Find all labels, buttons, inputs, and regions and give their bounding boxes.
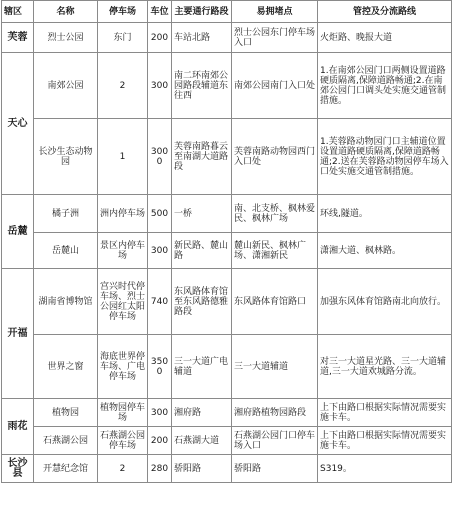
name-cell: 石燕湖公园: [34, 427, 98, 455]
road-cell: 南二环南郊公园路段辅道东往西: [172, 53, 232, 119]
parking-cell: 海底世界停车场、广电停车场: [98, 335, 148, 399]
route-cell: S319。: [318, 455, 452, 483]
table-row: [2, 195, 452, 233]
parking-cell: 石燕湖公园停车场: [98, 427, 148, 455]
congestion-cell: 芙蓉南路动物园西门入口处: [232, 119, 318, 195]
road-cell: 东风路体育馆至东风路德雅路段: [172, 269, 232, 335]
parking-cell: 2: [98, 455, 148, 483]
route-cell: 1.芙蓉路动物园门口主辅道位置设置道路硬质隔离,保障道路畅通;2.送在芙蓉路动物园停车场入口处实施交通管制措施。: [318, 119, 452, 195]
route-cell: 对三一大道星光路、三一大道辅道,三一大道欢城路分流。: [318, 335, 452, 399]
header-row: [2, 1, 452, 23]
name-cell: 植物园: [34, 399, 98, 427]
table-row: [2, 23, 452, 53]
road-cell: 骄阳路: [172, 455, 232, 483]
district-cell: 雨花: [2, 399, 34, 455]
spaces-cell: 200: [148, 23, 172, 53]
congestion-cell: 骄阳路: [232, 455, 318, 483]
route-cell: 环线,隧道。: [318, 195, 452, 233]
table-row: [2, 335, 452, 399]
parking-cell: 植物园停车场: [98, 399, 148, 427]
district-cell: 开福: [2, 269, 34, 399]
header-parking: 停车场: [98, 1, 148, 23]
name-cell: 南郊公园: [34, 53, 98, 119]
route-cell: 上下由路口根据实际情况需要实施卡车。: [318, 427, 452, 455]
header-route: 管控及分流路线: [318, 1, 452, 23]
parking-cell: 2: [98, 53, 148, 119]
district-cell: 岳麓: [2, 195, 34, 269]
road-cell: 一桥: [172, 195, 232, 233]
road-cell: 芙蓉南路暮云至南湖大道路段: [172, 119, 232, 195]
district-cell: 芙蓉: [2, 23, 34, 53]
congestion-cell: 三一大道辅道: [232, 335, 318, 399]
name-cell: 开慧纪念馆: [34, 455, 98, 483]
table-row: [2, 455, 452, 483]
name-cell: 湖南省博物馆: [34, 269, 98, 335]
spaces-cell: 300: [148, 399, 172, 427]
name-cell: 橘子洲: [34, 195, 98, 233]
header-road: 主要通行路段: [172, 1, 232, 23]
spaces-cell: 300: [148, 233, 172, 269]
spaces-cell: 3000: [148, 119, 172, 195]
route-cell: 潇湘大道、枫林路。: [318, 233, 452, 269]
parking-cell: 宫兴时代停车场、烈士公园红太阳停车场: [98, 269, 148, 335]
district-cell: 天心: [2, 53, 34, 195]
road-cell: 车站北路: [172, 23, 232, 53]
congestion-cell: 麓山新民、枫林广场、潇湘新民: [232, 233, 318, 269]
spaces-cell: 300: [148, 53, 172, 119]
parking-cell: 景区内停车场: [98, 233, 148, 269]
road-cell: 新民路、麓山路: [172, 233, 232, 269]
name-cell: 世界之窗: [34, 335, 98, 399]
road-cell: 湘府路: [172, 399, 232, 427]
header-district: 辖区: [2, 1, 34, 23]
table-row: [2, 427, 452, 455]
spaces-cell: 500: [148, 195, 172, 233]
congestion-cell: 石燕湖公园门口停车场入口: [232, 427, 318, 455]
congestion-cell: 湘府路植物园路段: [232, 399, 318, 427]
parking-cell: 洲内停车场: [98, 195, 148, 233]
header-congestion: 易拥堵点: [232, 1, 318, 23]
spaces-cell: 280: [148, 455, 172, 483]
road-cell: 石燕湖大道: [172, 427, 232, 455]
header-name: 名称: [34, 1, 98, 23]
table-row: [2, 269, 452, 335]
spaces-cell: 3500: [148, 335, 172, 399]
congestion-cell: 南郊公园南门入口处: [232, 53, 318, 119]
table-row: [2, 119, 452, 195]
congestion-cell: 东风路体育馆路口: [232, 269, 318, 335]
route-cell: 1.在南郊公园门口两侧设置道路硬质隔离,保障道路畅通;2.在南郊公园门口调头处实施交通管制措施。: [318, 53, 452, 119]
congestion-cell: 南、北支桥、枫林爱民、枫林广场: [232, 195, 318, 233]
name-cell: 长沙生态动物园: [34, 119, 98, 195]
parking-cell: 东门: [98, 23, 148, 53]
congestion-cell: 烈士公园东门停车场入口: [232, 23, 318, 53]
spaces-cell: 200: [148, 427, 172, 455]
name-cell: 岳麓山: [34, 233, 98, 269]
route-cell: 上下由路口根据实际情况需要实施卡车。: [318, 399, 452, 427]
parking-cell: 1: [98, 119, 148, 195]
table-row: [2, 53, 452, 119]
header-spaces: 车位: [148, 1, 172, 23]
route-cell: 火炬路、晚报大道: [318, 23, 452, 53]
road-cell: 三一大道广电辅道: [172, 335, 232, 399]
route-cell: 加强东风体育馆路南北向放行。: [318, 269, 452, 335]
table-row: [2, 233, 452, 269]
district-cell: 长沙县: [2, 455, 34, 483]
table-row: [2, 399, 452, 427]
name-cell: 烈士公园: [34, 23, 98, 53]
spaces-cell: 740: [148, 269, 172, 335]
traffic-control-table: [1, 0, 452, 483]
